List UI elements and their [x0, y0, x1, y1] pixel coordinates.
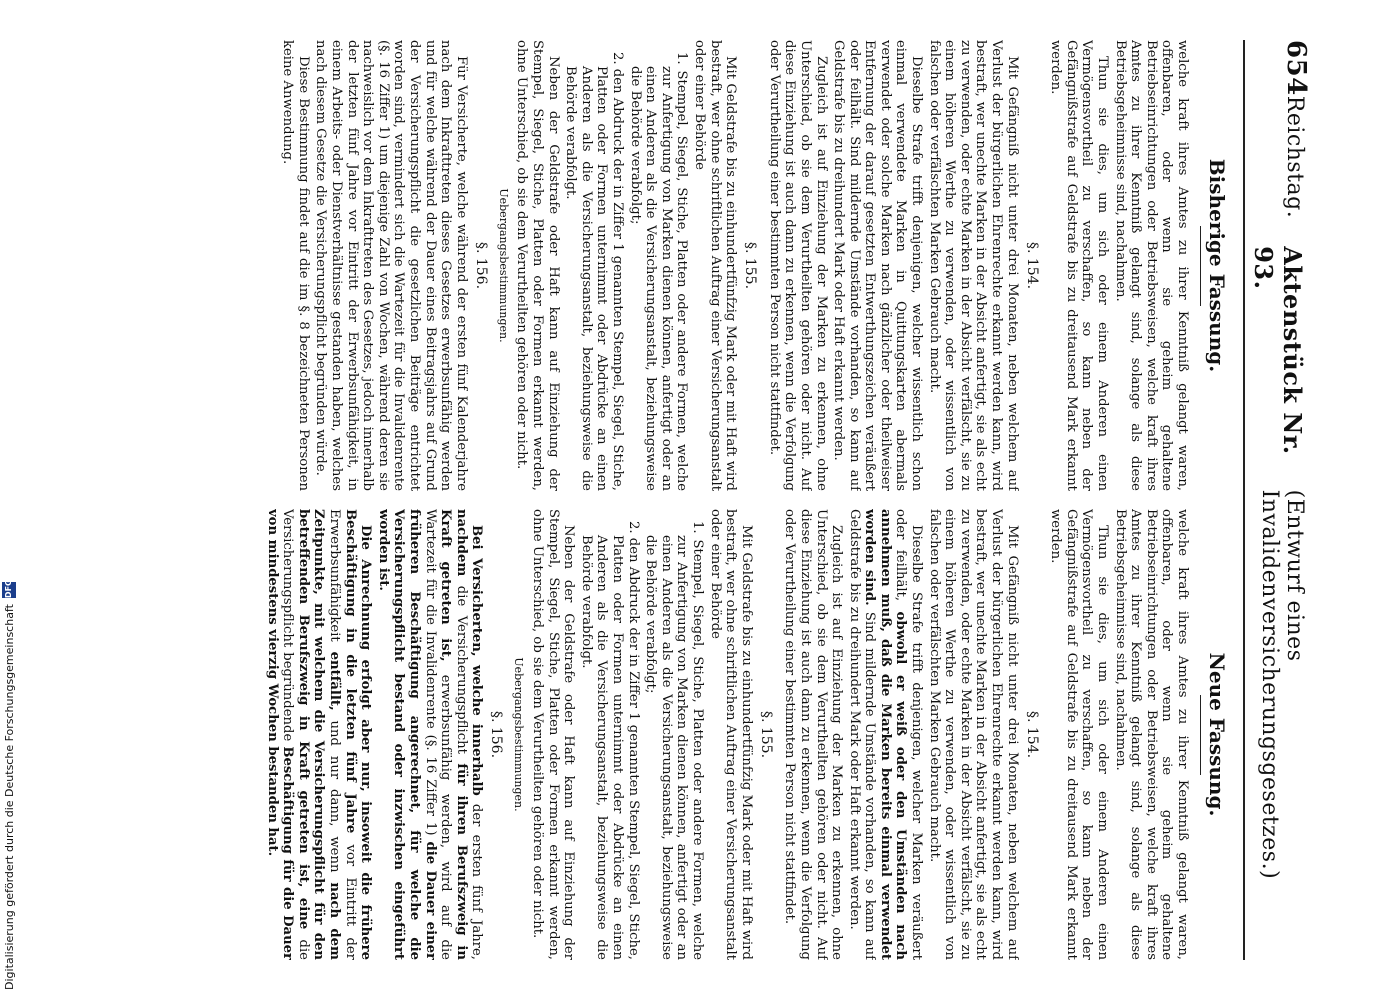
header-aktenstueck: Aktenstück Nr. 93.	[1249, 246, 1307, 455]
paragraph: Thun sie dies, um sich oder einem Anderen einen Vermögensvortheil zu verschaffen, so kann neben der Gefängnißstrafe auf Geldstrafe bis zu dreitausend Mark erkannt werden.	[1048, 509, 1111, 960]
text-run: Sind mildernde Umstände vorhanden, so kann auf Geldstrafe bis zu dreihundert Mark oder Haft erkannt werden.	[846, 509, 878, 960]
text-run-bold: Beschäftigung für die Dauer von mindestens vierzig Wochen bestanden hat.	[264, 509, 296, 960]
list-item: 2. den Abdruck der in Ziffer 1 genannten Stempel, Siegel, Stiche, Platten oder Formen unternimmt oder Abdrücke an einen Anderen als die Versicherungsanstalt, beziehungsweise die Behörde verabfolgt.	[578, 521, 641, 960]
paragraph: Diese Bestimmung findet auf die im §. 8 bezeichneten Personen keine Anwendung.	[280, 40, 311, 491]
list-item: 1. Stempel, Siegel, Stiche, Platten oder andere Formen, welche zur Anfertigung von Marken dienen können, anfertigt oder an einen Anderen als die Versicherungsanstalt, beziehungsweise die Behörde verabfolgt;	[643, 521, 705, 960]
list-item: 2. den Abdruck der in Ziffer 1 genannten Stempel, Siegel, Stiche, Platten oder Formen unternimmt oder Abdrücke an einen Anderen als die Versicherungsanstalt, beziehungsweise die Behörde verabfolgt.	[563, 52, 625, 491]
paragraph: Neben der Geldstrafe oder Haft kann auf Einziehung der Stempel, Siegel, Stiche, Platten oder Formen erkannt werden, ohne Unterschied, ob sie dem Verurtheilten gehören oder nicht.	[530, 509, 577, 960]
paragraph	[846, 509, 924, 960]
text-run-bold: innerhalb	[469, 723, 485, 796]
section-number: §. 155.	[757, 710, 774, 759]
subheading: Uebergangsbestimmungen.	[496, 188, 510, 343]
paragraph: Mit Geldstrafe bis zu einhundertfünfzig Mark oder mit Haft wird bestraft, wer ohne schriftlichen Auftrag einer Versicherungsanstalt oder einer Behörde	[691, 40, 739, 491]
paragraph	[264, 509, 373, 960]
heading-rule	[1200, 226, 1201, 306]
page-header	[1243, 40, 1311, 960]
list-item: 1. Stempel, Siegel, Stiche, Platten oder andere Formen, welche zur Anfertigung von Marken dienen können, anfertigt oder an einen Anderen als die Versicherungsanstalt, beziehungsweise die Behörde verabfolgt;	[627, 52, 690, 491]
text-run-bold: obwohl er weiß oder den Umständen nach annehmen muß, daß die Marken bereits einmal verwendet worden sind.	[862, 509, 909, 960]
section-number: §. 155.	[742, 241, 759, 290]
digitization-footer	[0, 0, 24, 1000]
subheading: Uebergangsbestimmungen.	[512, 657, 526, 812]
text-run: erwerbsunfähig werden, wird auf die Wartezeit für die Invalidenrente (§. 16 Ziffer 1)	[422, 509, 454, 960]
text-run: und nur dann, wenn	[327, 720, 343, 873]
text-run: die Versicherungspflicht	[453, 585, 469, 754]
text-run-bold: Die Anrechnung erfolgt aber nur, insoweit die frühere Beschäftigung in die letzten fünf Jahre	[342, 509, 374, 960]
paragraph: Mit Gefängniß nicht unter drei Monaten, neben welchem auf Verlust der bürgerlichen Ehrenrechte erkannt werden kann, wird bestraft, wer unechte Marken in der Absicht anfertigt, sie als echt zu verwenden, oder echte Marken in der Absicht verfälscht, sie zu einem höheren Werthe zu verwenden, oder wissentlich von falschen oder verfälschten Marken Gebrauch macht.	[926, 40, 1020, 491]
text-run: vor Eintritt der Erwerbsunfähigkeit	[327, 509, 358, 960]
page-number: 654	[1281, 40, 1311, 96]
text-run: die Versicherungspflicht begründende	[280, 509, 311, 960]
paragraph: Für Versicherte, welche während der ersten fünf Kalenderjahre nach dem Inkrafttreten dieses Gesetzes erwerbsunfähig werden und für welche während der Dauer eines Beitragsjahrs auf Grund der Versicherungspflicht die gesetzlichen Beiträge entrichtet worden sind, vermindert sich die Wartezeit für die Invalidenrente (§. 16 Ziffer 1) um diejenige Zahl von Wochen, während deren sie nachweislich vor dem Inkrafttreten des Gesetzes, jedoch innerhalb der letzten fünf Jahre vor Eintritt der Erwerbsunfähigkeit, in einem Arbeits- oder Dienstverhältnisse gestanden haben, welches nach diesem Gesetze die Versicherungspflicht begründen würde.	[313, 40, 469, 491]
paragraph	[375, 509, 484, 960]
text-run-bold: für ihren Berufszweig in Kraft getreten ist,	[438, 509, 469, 960]
heading-rule	[1200, 695, 1201, 775]
column-heading: Bisherige Fassung.	[1205, 158, 1229, 373]
section-number: §. 154.	[1023, 241, 1040, 290]
text-run-bold: entfällt,	[327, 651, 343, 711]
paragraph: Mit Geldstrafe bis zu einhundertfünfzig Mark oder mit Haft wird bestraft, wer ohne schriftlichen Auftrag einer Versicherungsanstalt oder einer Behörde	[707, 509, 754, 960]
text-run-bold: Bei Versicherten, welche	[469, 525, 485, 716]
column-old-version	[95, 40, 1235, 491]
header-reichstag: Reichstag.	[1282, 95, 1307, 219]
text-run: der ersten fünf Jahre,	[469, 803, 485, 960]
column-new-version	[95, 509, 1235, 960]
section-number: §. 154.	[1023, 710, 1040, 759]
paragraph: welche kraft ihres Amtes zu ihrer Kenntniß gelangt waren, offenbaren, oder wenn sie geheim gehaltene Betriebseinrichtungen oder Betriebsweisen, welche kraft ihres Amtes zu ihrer Kenntniß gelangt sind, solange als diese Betriebsgeheimnisse sind, nachahmen.	[1112, 509, 1190, 960]
section-number: §. 156.	[488, 710, 505, 759]
footer-note: Digitalisierung gefördert durch die Deutsche Forschungsgemeinschaft	[2, 604, 16, 990]
paragraph: Dieselbe Strafe trifft denjenigen, welcher wissentlich schon einmal verwendete Marken in Quittungskarten abermals verwendet oder solche Marken nach gänzlicher oder theilweiser Entfernung der darauf gesetzten Entwerthungszeichen veräußert oder feilhält. Sind mildernde Umstände vorhanden, so kann auf Geldstrafe bis zu dreihundert Mark oder Haft erkannt werden.	[831, 40, 925, 491]
paragraph: Zugleich ist auf Einziehung der Marken zu erkennen, ohne Unterschied, ob sie dem Verurtheilten gehören oder nicht. Auf diese Einziehung ist auch dann zu erkennen, wenn die Verfolgung oder Verurtheilung einer bestimmten Person nicht stattfindet.	[766, 40, 829, 491]
section-number: §. 156.	[472, 241, 489, 290]
column-heading: Neue Fassung.	[1205, 652, 1229, 817]
paragraph: Neben der Geldstrafe oder Haft kann auf Einziehung der Stempel, Siegel, Stiche, Platten oder Formen erkannt werden, ohne Unterschied, ob sie dem Verurtheilten gehören oder nicht.	[514, 40, 561, 491]
paragraph: Thun sie dies, um sich oder einem Anderen einen Vermögensvortheil zu verschaffen, so kann neben der Gefängnißstrafe auf Geldstrafe bis zu dreitausend Mark erkannt werden.	[1048, 40, 1111, 491]
text-run-bold: die Dauer einer früheren Beschäftigung angerechnet, für welche die Versicherungspflicht bestand oder inzwischen eingeführt worden ist.	[375, 509, 438, 960]
paragraph: Mit Gefängniß nicht unter drei Monaten, neben welchem auf Verlust der bürgerlichen Ehrenrechte erkannt werden kann, wird bestraft, wer unechte Marken in der Absicht anfertigt, sie als echt zu verwenden, oder echte Marken in der Absicht verfälscht, sie zu einem höheren Werthe zu verwenden, oder wissentlich von falschen oder verfälschten Marken Gebrauch macht.	[926, 509, 1020, 960]
text-run-bold: nachdem	[453, 509, 469, 577]
dfg-logo: DFG	[2, 582, 16, 598]
header-entwurf: (Entwurf eines Invalidenversicherungsgesetzes.)	[1257, 489, 1307, 880]
paragraph: Zugleich ist auf Einziehung der Marken zu erkennen, ohne Unterschied, ob sie dem Verurtheilten gehören oder nicht. Auf diese Einziehung ist auch dann zu erkennen, wenn die Verfolgung oder Verurtheilung einer bestimmten Person nicht stattfindet.	[782, 509, 845, 960]
text-run-bold: nach dem Zeitpunkte, mit welchem die Versicherungspflicht für den betreffenden Berufszweig in Kraft getreten ist, eine	[295, 509, 343, 960]
text-run: Dieselbe Strafe trifft denjenigen, welcher Marken veräußert oder feilhält,	[893, 509, 925, 960]
paragraph: welche kraft ihres Amtes zu ihrer Kenntniß gelangt waren, offenbaren, oder wenn sie geheim gehaltene Betriebseinrichtungen oder Betriebsweisen, welche kraft ihres Amtes zu ihrer Kenntniß gelangt sind, solange als diese Betriebsgeheimnisse sind, nachahmen.	[1112, 40, 1190, 491]
